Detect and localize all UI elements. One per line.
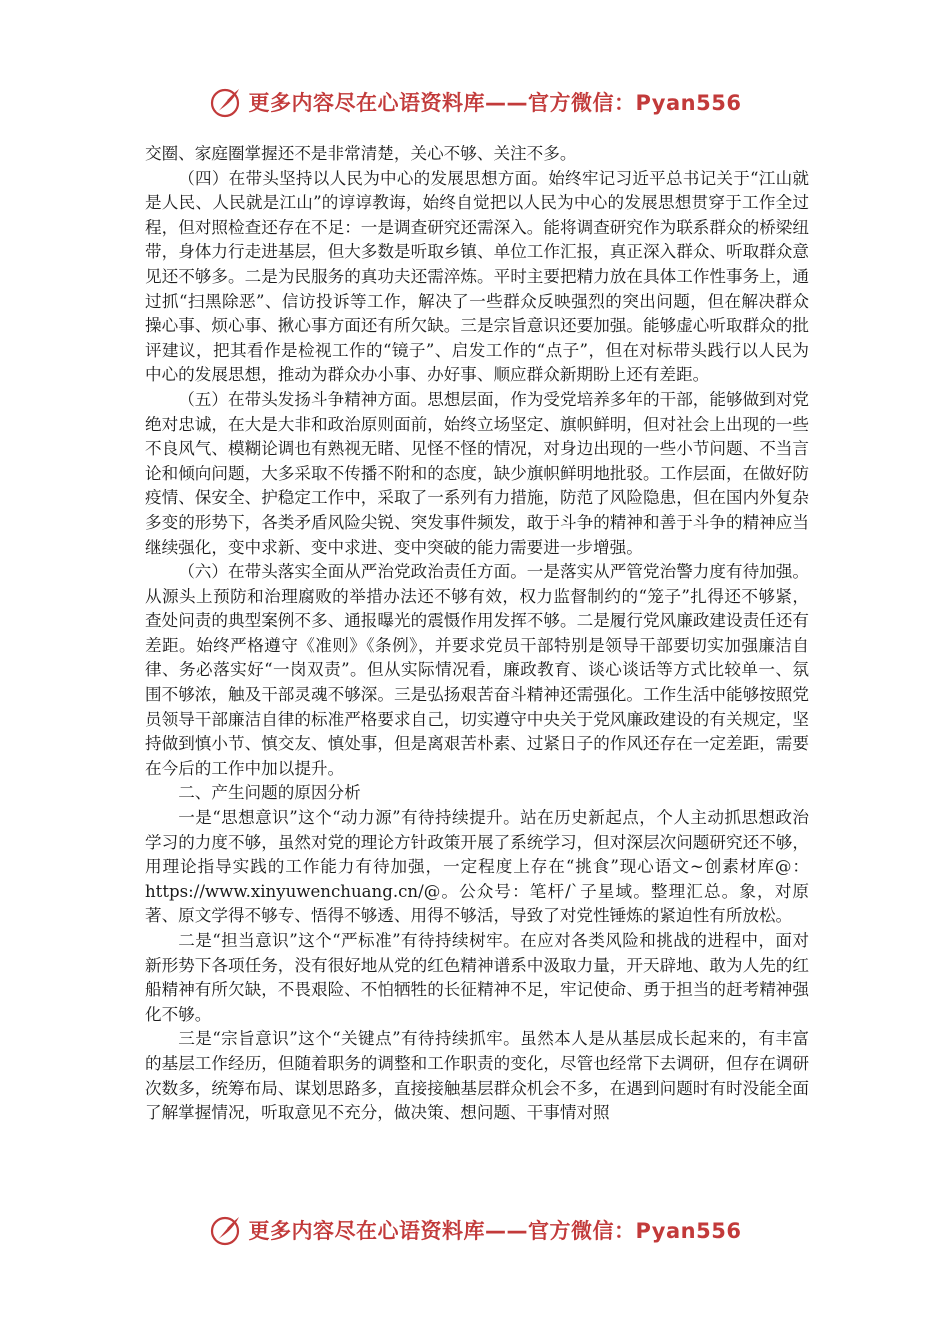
paragraph: 交圈、家庭圈掌握还不是非常清楚，关心不够、关注不多。 bbox=[145, 144, 577, 163]
header-banner bbox=[0, 80, 950, 124]
footer-banner bbox=[0, 1208, 950, 1252]
quill-pen-logo-icon bbox=[209, 85, 243, 119]
section-heading: 二、产生问题的原因分析 bbox=[178, 783, 361, 803]
paragraph: 一是“思想意识”这个“动力源”有待持续提升。站在历史新起点，个人主动抓思想政治学习的力度不够，虽然对党的理论方针政策开展了系统学习，但对深层次问题研究还不够，用理论指导实践的工作能力有待加强，一定程度上存在“挑食”现心语文~创素材库@：https://www.xinyuwenchuang.cn/@。公众号：笔杆/`子星域。整理汇总。象，对原著、原文学得不够专、悟得不够透、用得不够活，导致了对党性锤炼的紧迫性有所放松。 bbox=[145, 808, 809, 926]
paragraph: （六）在带头落实全面从严治党政治责任方面。一是落实从严管党治警力度有待加强。从源头上预防和治理腐败的举措办法还不够有效，权力监督制约的“笼子”扎得还不够紧，查处问责的典型案例不多、通报曝光的震慑作用发挥不够。二是履行党风廉政建设责任还有差距。始终严格遵守《准则》《条例》，并要求党员干部特别是领导干部要切实加强廉洁自律、务必落实好“一岗双责”。但从实际情况看，廉政教育、谈心谈话等方式比较单一、氛围不够浓，触及干部灵魂不够深。三是弘扬艰苦奋斗精神还需强化。工作生活中能够按照党员领导干部廉洁自律的标准严格要求自己，切实遵守中央关于党风廉政建设的有关规定，坚持做到慎小节、慎交友、慎处事，但是离艰苦朴素、过紧日子的作风还存在一定差距，需要在今后的工作中加以提升。 bbox=[145, 562, 809, 778]
paragraph: 三是“宗旨意识”这个“关键点”有待持续抓牢。虽然本人是从基层成长起来的，有丰富的基层工作经历，但随着职务的调整和工作职责的变化，尽管也经常下去调研，但存在调研次数多，统筹布局、谋划思路多，直接接触基层群众机会不多，在遇到问题时有时没能全面了解掌握情况，听取意见不充分，做决策、想问题、干事情对照 bbox=[145, 1029, 809, 1123]
paragraph: 二是“担当意识”这个“严标准”有待持续树牢。在应对各类风险和挑战的进程中，面对新形势下各项任务，没有很好地从党的红色精神谱系中汲取力量，开天辟地、敢为人先的红船精神有所欠缺，不畏艰险、不怕牺牲的长征精神不足，牢记使命、勇于担当的赶考精神强化不够。 bbox=[145, 931, 809, 1024]
paragraph: （五）在带头发扬斗争精神方面。思想层面，作为受党培养多年的干部，能够做到对党绝对忠诚，在大是大非和政治原则面前，始终立场坚定、旗帜鲜明，但对社会上出现的一些不良风气、模糊论调也有熟视无睹、见怪不怪的情况，对身边出现的一些小节问题、不当言论和倾向问题，大多采取不传播不附和的态度，缺少旗帜鲜明地批驳。工作层面，在做好防疫情、保安全、护稳定工作中，采取了一系列有力措施，防范了风险隐患，但在国内外复杂多变的形势下，各类矛盾风险尖锐、突发事件频发，敢于斗争的精神和善于斗争的精神应当继续强化，变中求新、变中求进、变中突破的能力需要进一步增强。 bbox=[145, 389, 809, 557]
document-body bbox=[145, 142, 809, 1126]
banner-text: 更多内容尽在心语资料库——官方微信：Pyan556 bbox=[248, 1219, 742, 1243]
banner-text: 更多内容尽在心语资料库——官方微信：Pyan556 bbox=[248, 91, 742, 115]
paragraph: （四）在带头坚持以人民为中心的发展思想方面。始终牢记习近平总书记关于“江山就是人民、人民就是江山”的谆谆教诲，始终自觉把以人民为中心的发展思想贯穿于工作全过程，但对照检查还存在不足：一是调查研究还需深入。能将调查研究作为联系群众的桥梁纽带，身体力行走进基层，但大多数是听取乡镇、单位工作汇报，真正深入群众、听取群众意见还不够多。二是为民服务的真功夫还需淬炼。平时主要把精力放在具体工作性事务上，通过抓“扫黑除恶”、信访投诉等工作，解决了一些群众反映强烈的突出问题，但在解决群众操心事、烦心事、揪心事方面还有所欠缺。三是宗旨意识还要加强。能够虚心听取群众的批评建议，把其看作是检视工作的“镜子”、启发工作的“点子”，但在对标带头践行以人民为中心的发展思想，推动为群众办小事、办好事、顺应群众新期盼上还有差距。 bbox=[145, 168, 809, 385]
quill-pen-logo-icon bbox=[209, 1213, 243, 1247]
